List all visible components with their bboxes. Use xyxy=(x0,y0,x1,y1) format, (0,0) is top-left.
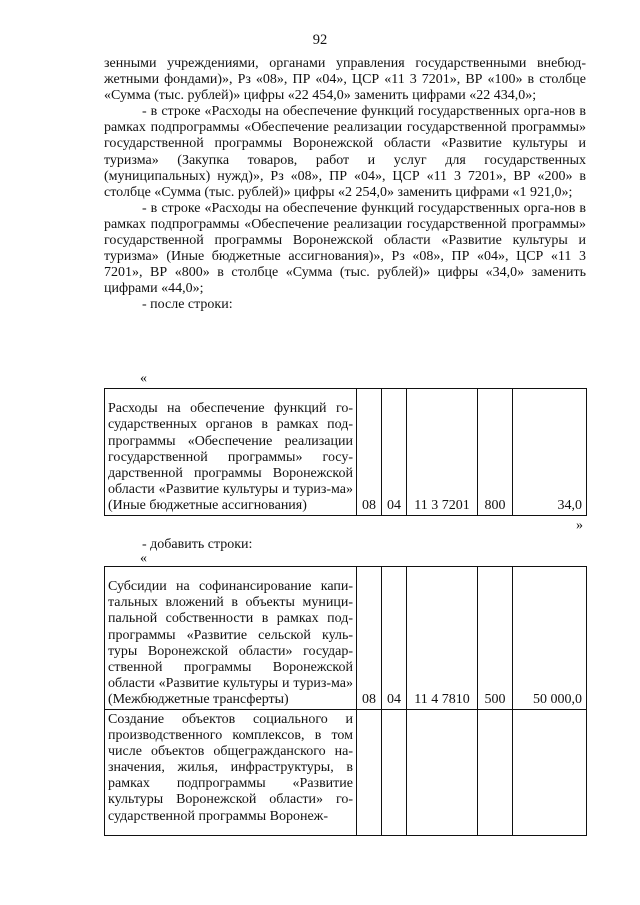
row-name: Расходы на обеспечение функций го-сударственных органов в рамках под-программы «Обеспечение реализации государственной программы» госу-дарственной программы Воронежской области «Развитие культуры и туриз-ма» (Иные бюджетные ассигнования) xyxy=(105,389,357,516)
table-row xyxy=(105,567,587,710)
row-sum xyxy=(513,710,587,836)
row-vr xyxy=(478,710,513,836)
row-name: Субсидии на софинансирование капи-тальных вложений в объекты муници-пальной собственности в рамках под-программы «Развитие сельской куль-туры Воронежской области» государ-ственной программы Воронежской области «Развитие культуры и туриз-ма» (Межбюджетные трансферты) xyxy=(105,567,357,710)
table-added-rows xyxy=(104,566,587,836)
row-name: Создание объектов социального и производственного комплексов, в том числе объектов общегражданского на-значения, жилья, инфраструктуры, в рамках подпрограммы «Развитие культуры Воронежской области» го-сударственной программы Воронеж- xyxy=(105,710,357,836)
row-rz xyxy=(357,710,382,836)
table-row xyxy=(105,389,587,516)
row-vr: 500 xyxy=(478,567,513,710)
row-csr: 11 3 7201 xyxy=(407,389,478,516)
after-row-label: - после строки: xyxy=(142,297,233,313)
close-quote: » xyxy=(576,518,583,533)
table-row xyxy=(105,710,587,836)
row-csr xyxy=(407,710,478,836)
page-number: 92 xyxy=(312,32,328,48)
amendment-paragraph-2: - в строке «Расходы на обеспечение функций государственных орга-нов в рамках подпрограммы «Обеспечение реализации государственной программы» государственной программы Воронежской области «Развитие культуры и туризма» (Закупка товаров, работ и услуг для государственных (муниципальных) нужд)», Рз «08», ПР «04», ЦСР «11 3 7201», ВР «200» в столбце «Сумма (тыс. рублей)» цифры «2 254,0» заменить цифрами «1 921,0»; xyxy=(104,104,586,200)
table-after-row xyxy=(104,388,587,516)
row-vr: 800 xyxy=(478,389,513,516)
amendment-paragraph-1: зенными учреждениями, органами управления государственными внебюд-жетными фондами)», Рз «08», ПР «04», ЦСР «11 3 7201», ВР «100» в столбце «Сумма (тыс. рублей)» цифры «22 454,0» заменить цифрами «22 434,0»; xyxy=(104,56,586,104)
row-pr xyxy=(382,710,407,836)
add-rows-label: - добавить строки: xyxy=(142,537,253,552)
row-sum: 50 000,0 xyxy=(513,567,587,710)
open-quote-1: « xyxy=(140,371,147,386)
open-quote-2: « xyxy=(140,551,147,566)
add-rows-text xyxy=(104,537,586,553)
row-pr: 04 xyxy=(382,567,407,710)
row-rz: 08 xyxy=(357,389,382,516)
amendment-text xyxy=(104,56,586,314)
row-pr: 04 xyxy=(382,389,407,516)
row-sum: 34,0 xyxy=(513,389,587,516)
row-rz: 08 xyxy=(357,567,382,710)
row-csr: 11 4 7810 xyxy=(407,567,478,710)
amendment-paragraph-3: - в строке «Расходы на обеспечение функций государственных орга-нов в рамках подпрограммы «Обеспечение реализации государственной программы» государственной программы Воронежской области «Развитие культуры и туризма» (Иные бюджетные ассигнования)», Рз «08», ПР «04», ЦСР «11 3 7201», ВР «800» в столбце «Сумма (тыс. рублей)» цифры «34,0» заменить цифрами «44,0»; xyxy=(104,200,586,297)
